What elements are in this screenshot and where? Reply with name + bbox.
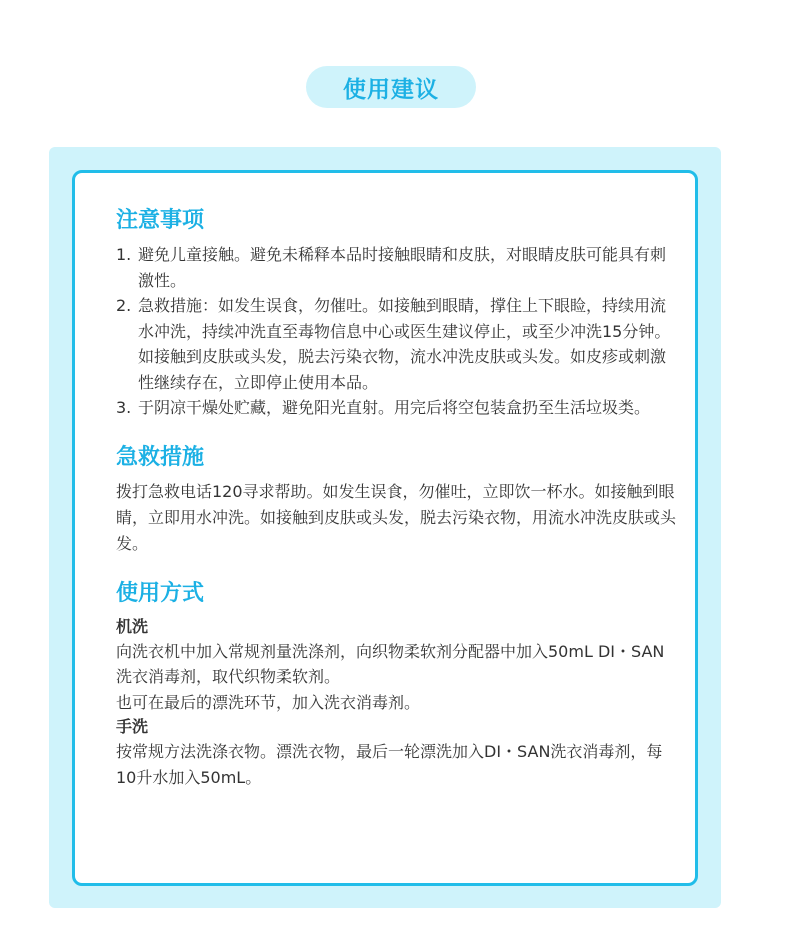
machine-wash-alt-text: 也可在最后的漂洗环节，加入洗衣消毒剂。 — [116, 692, 421, 712]
usage-section — [116, 579, 676, 791]
first-aid-heading: 急救措施 — [116, 444, 205, 470]
list-item-text: 避免儿童接触。避免未稀释本品时接触眼睛和皮肤，对眼睛皮肤可能具有刺激性。 — [138, 245, 667, 290]
hand-wash-heading: 手洗 — [116, 717, 149, 736]
notes-heading: 注意事项 — [116, 208, 205, 233]
machine-wash-text: 向洗衣机中加入常规剂量洗涤剂，向织物柔软剂分配器中加入50mL DI・SAN洗衣消毒剂，取代织物柔软剂。 — [116, 641, 665, 686]
list-item-number: 3. — [116, 398, 132, 417]
list-item-text: 于阴凉干燥处贮藏，避免阳光直射。用完后将空包装盒扔至生活垃圾类。 — [138, 398, 651, 417]
list-item — [116, 293, 676, 395]
notes-section — [116, 206, 676, 421]
notes-list — [116, 242, 676, 421]
list-item-number: 1. — [116, 245, 132, 264]
machine-wash-heading: 机洗 — [116, 616, 149, 636]
usage-heading: 使用方式 — [116, 580, 205, 606]
list-item — [116, 242, 676, 293]
hand-wash-text: 按常规方法洗涤衣物。漂洗衣物，最后一轮漂洗加入DI・SAN洗衣消毒剂，每10升水加入50mL。 — [116, 742, 663, 787]
list-item-number: 2. — [116, 296, 132, 315]
list-item-text: 急救措施：如发生误食，勿催吐。如接触到眼睛，撑住上下眼睑，持续用流水冲洗，持续冲洗直至毒物信息中心或医生建议停止，或至少冲洗15分钟。如接触到皮肤或头发，脱去污染衣物，流水冲洗皮肤或头发。如皮疹或刺激性继续存在，立即停止使用本品。 — [138, 296, 671, 392]
first-aid-section — [116, 443, 676, 557]
first-aid-text: 拨打急救电话120寻求帮助。如发生误食，勿催吐，立即饮一杯水。如接触到眼睛，立即用水冲洗。如接触到皮肤或头发，脱去污染衣物，用流水冲洗皮肤或头发。 — [116, 481, 677, 553]
page-title: 使用建议 — [343, 76, 439, 103]
content-body — [116, 206, 676, 790]
list-item — [116, 395, 676, 421]
section-title-badge — [306, 66, 476, 108]
